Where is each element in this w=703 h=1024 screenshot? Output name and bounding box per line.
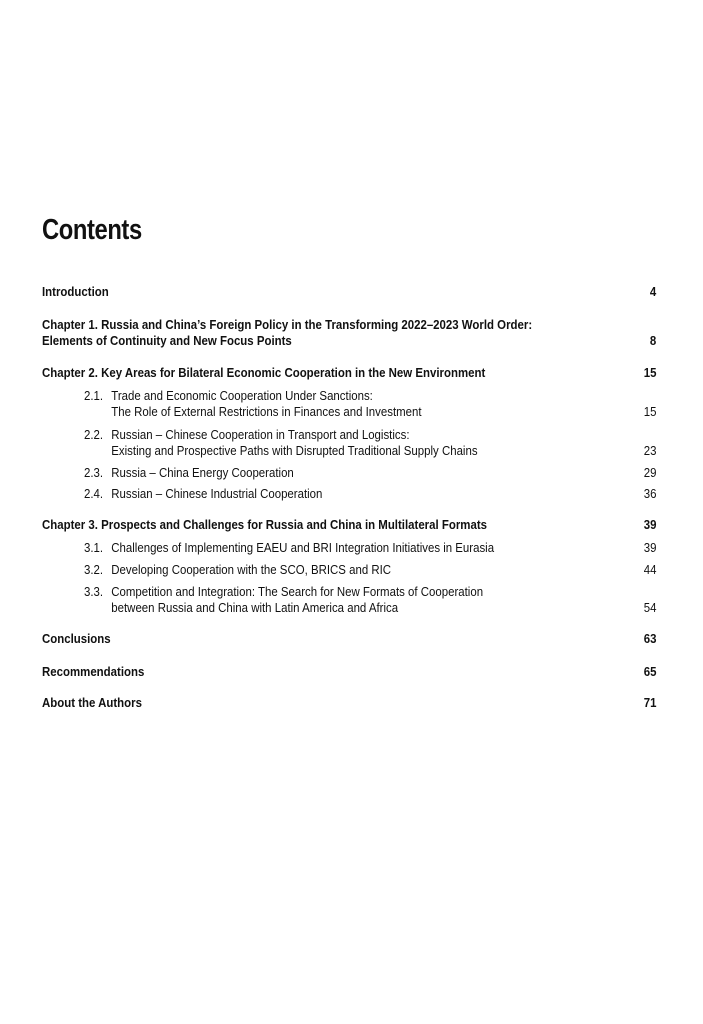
toc-entry-number: 3.3. — [84, 584, 104, 599]
toc-entry-number: 3.2. — [84, 562, 104, 577]
toc-entry-introduction[interactable] — [42, 284, 656, 300]
toc-entry-2-4[interactable] — [42, 486, 656, 502]
toc-entry-page: 8 — [649, 333, 656, 348]
toc-entry-chapter-1[interactable] — [42, 317, 656, 349]
toc-entry-title: Introduction — [42, 284, 109, 299]
toc-entry-page: 15 — [643, 365, 656, 380]
toc-entry-title: Russian – Chinese Industrial Cooperation — [111, 486, 323, 501]
toc-entry-chapter-3[interactable] — [42, 517, 656, 533]
toc-entry-title-line1: Russian – Chinese Cooperation in Transport and Logistics: — [111, 427, 410, 442]
toc-entry-title-line1: Trade and Economic Cooperation Under Sanctions: — [111, 388, 373, 403]
toc-entry-2-1[interactable] — [42, 388, 656, 420]
toc-entry-page: 54 — [643, 600, 656, 615]
toc-entry-title-line1: Chapter 1. Russia and China’s Foreign Policy in the Transforming 2022–2023 World Order: — [42, 317, 533, 332]
toc-entry-3-2[interactable] — [42, 562, 656, 578]
toc-entry-page: 39 — [643, 517, 656, 532]
toc-entry-page: 63 — [643, 631, 656, 646]
toc-entry-page: 4 — [649, 284, 656, 299]
toc-entry-3-1[interactable] — [42, 540, 656, 556]
toc-entry-page: 23 — [643, 443, 656, 458]
toc-entry-about-authors[interactable] — [42, 695, 656, 711]
toc-entry-2-3[interactable] — [42, 465, 656, 481]
toc-entry-3-3[interactable] — [42, 584, 656, 616]
toc-entry-page: 71 — [643, 695, 656, 710]
toc-entry-title: About the Authors — [42, 695, 142, 710]
toc-entry-number: 2.4. — [84, 486, 104, 501]
toc-entry-page: 29 — [643, 465, 656, 480]
toc-entry-title: Russia – China Energy Cooperation — [111, 465, 294, 480]
toc-entry-title: Developing Cooperation with the SCO, BRICS and RIC — [111, 562, 392, 577]
toc-entry-title: Challenges of Implementing EAEU and BRI Integration Initiatives in Eurasia — [111, 540, 495, 555]
toc-entry-conclusions[interactable] — [42, 631, 656, 647]
toc-entry-page: 65 — [643, 664, 656, 679]
toc-entry-title-line2: Existing and Prospective Paths with Disrupted Traditional Supply Chains — [111, 443, 478, 458]
toc-entry-title: Chapter 3. Prospects and Challenges for Russia and China in Multilateral Formats — [42, 517, 487, 532]
toc-entry-number: 2.1. — [84, 388, 104, 403]
toc-entry-title-line1: Competition and Integration: The Search for New Formats of Cooperation — [111, 584, 484, 599]
toc-entry-2-2[interactable] — [42, 427, 656, 459]
toc-entry-page: 44 — [643, 562, 656, 577]
toc-entry-title-line2: Elements of Continuity and New Focus Points — [42, 333, 292, 348]
toc-entry-title: Chapter 2. Key Areas for Bilateral Economic Cooperation in the New Environment — [42, 365, 486, 380]
toc-entry-page: 15 — [643, 404, 656, 419]
toc-entry-page: 36 — [643, 486, 656, 501]
page-title: Contents — [42, 214, 142, 246]
table-of-contents — [42, 284, 656, 711]
toc-entry-recommendations[interactable] — [42, 664, 656, 680]
toc-entry-title: Conclusions — [42, 631, 111, 646]
toc-entry-number: 3.1. — [84, 540, 104, 555]
toc-entry-page: 39 — [643, 540, 656, 555]
toc-entry-title: Recommendations — [42, 664, 145, 679]
toc-entry-chapter-2[interactable] — [42, 365, 656, 381]
toc-entry-title-line2: The Role of External Restrictions in Finances and Investment — [111, 404, 422, 419]
toc-entry-number: 2.2. — [84, 427, 104, 442]
toc-entry-number: 2.3. — [84, 465, 104, 480]
toc-entry-title-line2: between Russia and China with Latin America and Africa — [111, 600, 399, 615]
